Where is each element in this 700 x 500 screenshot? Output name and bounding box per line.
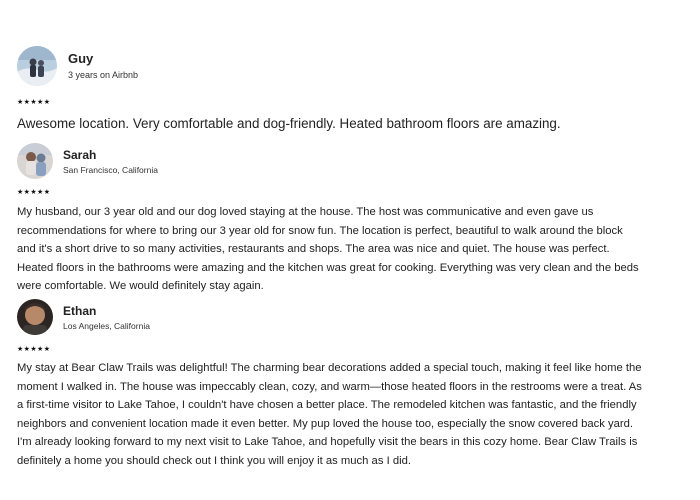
reviewer-subtitle: 3 years on Airbnb	[68, 70, 139, 80]
rating-stars: ★★★★★	[17, 346, 51, 353]
rating-stars: ★★★★★	[17, 99, 51, 106]
review-text-line: I'm already looking forward to my next visit to Lake Tahoe, and hopefully visit the bears in this cozy home. Bear Claw Trails is	[17, 436, 638, 448]
review-text	[17, 115, 561, 133]
avatar[interactable]	[17, 143, 53, 179]
reviewer-name[interactable]: Ethan	[63, 304, 97, 318]
review-text-line: definitely a home you should check out I think you will enjoy it as much as I did.	[17, 454, 411, 467]
reviewer-subtitle: San Francisco, California	[63, 165, 158, 175]
avatar-photo-icon	[17, 46, 57, 86]
review-text-line: were comfortable. We would definitely stay again.	[17, 280, 264, 292]
review-text-line: My husband, our 3 year old and our dog loved staying at the house. The host was communicative and even gave us	[17, 206, 594, 218]
review-text-line: moment I walked in. The house was impeccably clean, cozy, and warm—those heated floors in the restrooms were a treat. As	[17, 380, 642, 393]
review-text	[17, 359, 642, 470]
review-text-line: My stay at Bear Claw Trails was delightful! The charming bear decorations added a special touch, making it feel like home the	[17, 362, 642, 374]
reviewer-subtitle: Los Angeles, California	[63, 321, 150, 331]
review-text-line: and it's a short drive to so many activities, restaurants and shops. The area was nice and quiet. The house was perfect.	[17, 243, 610, 255]
reviewer-name[interactable]: Sarah	[63, 148, 97, 162]
avatar[interactable]	[17, 46, 57, 86]
review-text-line: neighbors and convenient location made it even better. My pup loved the house too, especially the snow covered back yard.	[17, 417, 634, 430]
avatar[interactable]	[17, 299, 53, 335]
reviewer-name[interactable]: Guy	[68, 51, 94, 66]
review-text-line: Heated floors in the bathrooms were amazing and the kitchen was great for cooking. Everything was very clean and the beds	[17, 261, 639, 274]
review-text-line: recommendations for where to bring our 3 year old for snow fun. The location is perfect, beautiful to walk around the block	[17, 224, 623, 237]
avatar-photo-icon	[17, 143, 53, 179]
avatar-photo-icon	[17, 299, 53, 335]
review-text-line: Awesome location. Very comfortable and dog-friendly. Heated bathroom floors are amazing.	[17, 116, 561, 131]
rating-stars: ★★★★★	[17, 189, 51, 196]
review-text	[17, 203, 639, 296]
review-text-line: a first-time visitor to Lake Tahoe, I couldn't have chosen a better place. The remodeled kitchen was fantastic, and the friendly	[17, 399, 637, 411]
